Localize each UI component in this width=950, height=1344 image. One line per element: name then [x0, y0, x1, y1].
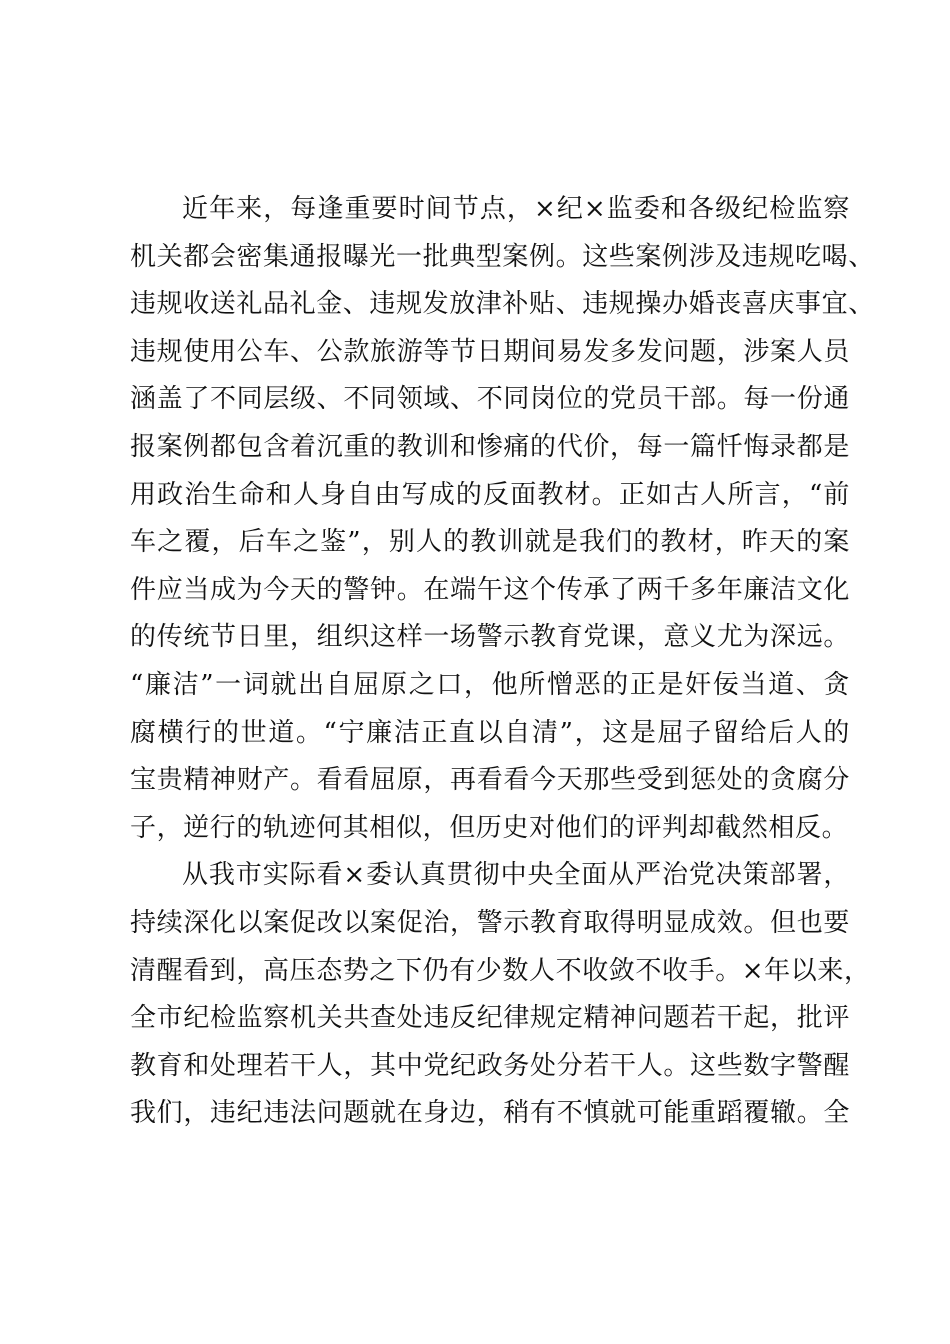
text-line: 全市纪检监察机关共查处违反纪律规定精神问题若干起，批评: [130, 1003, 850, 1034]
text-line: 车之覆，后车之鉴”，别人的教训就是我们的教材，昨天的案: [130, 527, 850, 558]
text-line: 件应当成为今天的警钟。在端午这个传承了两千多年廉洁文化: [130, 574, 850, 605]
text-line: 机关都会密集通报曝光一批典型案例。这些案例涉及违规吃喝、: [130, 241, 875, 272]
paragraph-2: [130, 852, 871, 1138]
paragraph-1: [130, 186, 875, 852]
text-line: 用政治生命和人身自由写成的反面教材。正如古人所言，“前: [130, 479, 850, 510]
text-line: 从我市实际看×委认真贯彻中央全面从严治党决策部署，: [182, 860, 850, 891]
text-line: 违规收送礼品礼金、违规发放津补贴、违规操办婚丧喜庆事宜、: [130, 289, 875, 320]
text-line: 我们，违纪违法问题就在身边，稍有不慎就可能重蹈覆辙。全: [130, 1098, 850, 1129]
text-line: 子，逆行的轨迹何其相似，但历史对他们的评判却截然相反。: [130, 812, 849, 843]
text-line: 的传统节日里，组织这样一场警示教育党课，意义尤为深远。: [130, 622, 850, 653]
text-line: 腐横行的世道。“宁廉洁正直以自清”，这是屈子留给后人的: [130, 717, 850, 748]
text-line: 报案例都包含着沉重的教训和惨痛的代价，每一篇忏悔录都是: [130, 431, 850, 462]
text-line: 持续深化以案促改以案促治，警示教育取得明显成效。但也要: [130, 907, 850, 938]
text-line: 教育和处理若干人，其中党纪政务处分若干人。这些数字警醒: [130, 1050, 850, 1081]
text-line: 违规使用公车、公款旅游等节日期间易发多发问题，涉案人员: [130, 336, 850, 367]
document-body: [130, 186, 875, 1138]
text-line: “廉洁”一词就出自屈原之口，他所憎恶的正是奸佞当道、贪: [130, 669, 850, 700]
text-line: 清醒看到，高压态势之下仍有少数人不收敛不收手。×年以来，: [130, 955, 871, 986]
text-line: 宝贵精神财产。看看屈原，再看看今天那些受到惩处的贪腐分: [130, 765, 850, 796]
text-line: 近年来，每逢重要时间节点，×纪×监委和各级纪检监察: [182, 194, 850, 224]
text-line: 涵盖了不同层级、不同领域、不同岗位的党员干部。每一份通: [130, 384, 850, 415]
